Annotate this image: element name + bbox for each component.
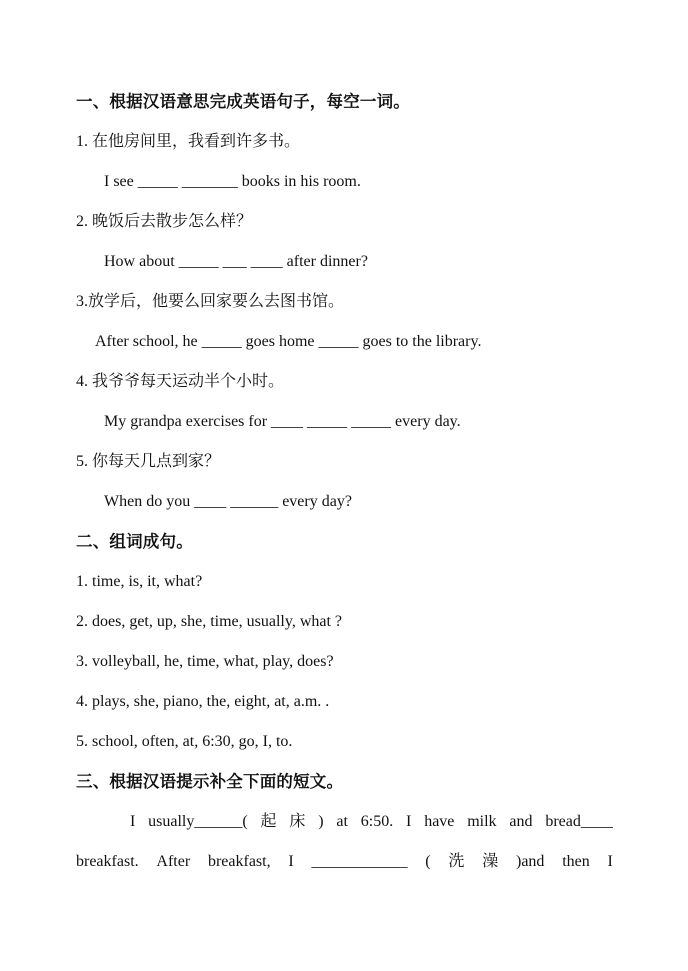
passage-word: ____________ [311,853,408,870]
passage-word: and [509,813,533,830]
passage-word: 澡 [482,853,499,870]
section1-item4-chinese: 4. 我爷爷每天运动半个小时。 [76,373,285,390]
section1-item1-english: I see _____ _______ books in his room. [104,173,361,190]
passage-word: at [336,813,348,830]
section1-item5-english: When do you ____ ______ every day? [104,493,352,510]
passage-word: I [130,813,136,830]
passage-word: 床 [289,813,306,830]
section1-item5-chinese: 5. 你每天几点到家？ [76,453,221,470]
section1-item3-chinese: 3.放学后，他要么回家要么去图书馆。 [76,293,345,310]
passage-word: 起 [260,813,277,830]
section2-item1: 1. time, is, it, what? [76,573,203,590]
passage-word: usually______( [148,813,248,830]
passage-word: milk [467,813,497,830]
section2-item5: 5. school, often, at, 6:30, go, I, to. [76,733,293,750]
section1-item3-english: After school, he _____ goes home _____ goes to the library. [95,333,482,350]
section2-item2: 2. does, get, up, she, time, usually, what ? [76,613,343,630]
passage-word: breakfast, [207,853,271,870]
section1-item2-english: How about _____ ___ ____ after dinner? [104,253,368,270]
passage-word: have [424,813,455,830]
passage-word: bread____ [545,813,613,830]
passage-word: I [607,853,613,870]
passage-word: 洗 [448,853,465,870]
section3-paragraph-line2 [76,851,613,873]
passage-word: ( [425,853,431,870]
passage-word: breakfast. [76,853,139,870]
section3-heading: 三、根据汉语提示补全下面的短文。 [76,772,344,791]
section3-paragraph-line1 [130,811,613,833]
section1-item4-english: My grandpa exercises for ____ _____ _____ every day. [104,413,461,430]
section2-item4: 4. plays, she, piano, the, eight, at, a.m. . [76,693,330,710]
section1-heading: 一、根据汉语意思完成英语句子，每空一词。 [76,92,410,111]
section1-item1-chinese: 1. 在他房间里，我看到许多书。 [76,133,301,150]
passage-word: )and [515,853,545,870]
section2-item3: 3. volleyball, he, time, what, play, does? [76,653,334,670]
passage-word: 6:50. [360,813,394,830]
passage-word: ) [318,813,324,830]
section2-heading: 二、组词成句。 [76,532,193,551]
passage-word: After [156,853,191,870]
passage-word: I [406,813,412,830]
section1-item2-chinese: 2. 晚饭后去散步怎么样？ [76,213,253,230]
passage-word: then [562,853,590,870]
passage-word: I [288,853,294,870]
